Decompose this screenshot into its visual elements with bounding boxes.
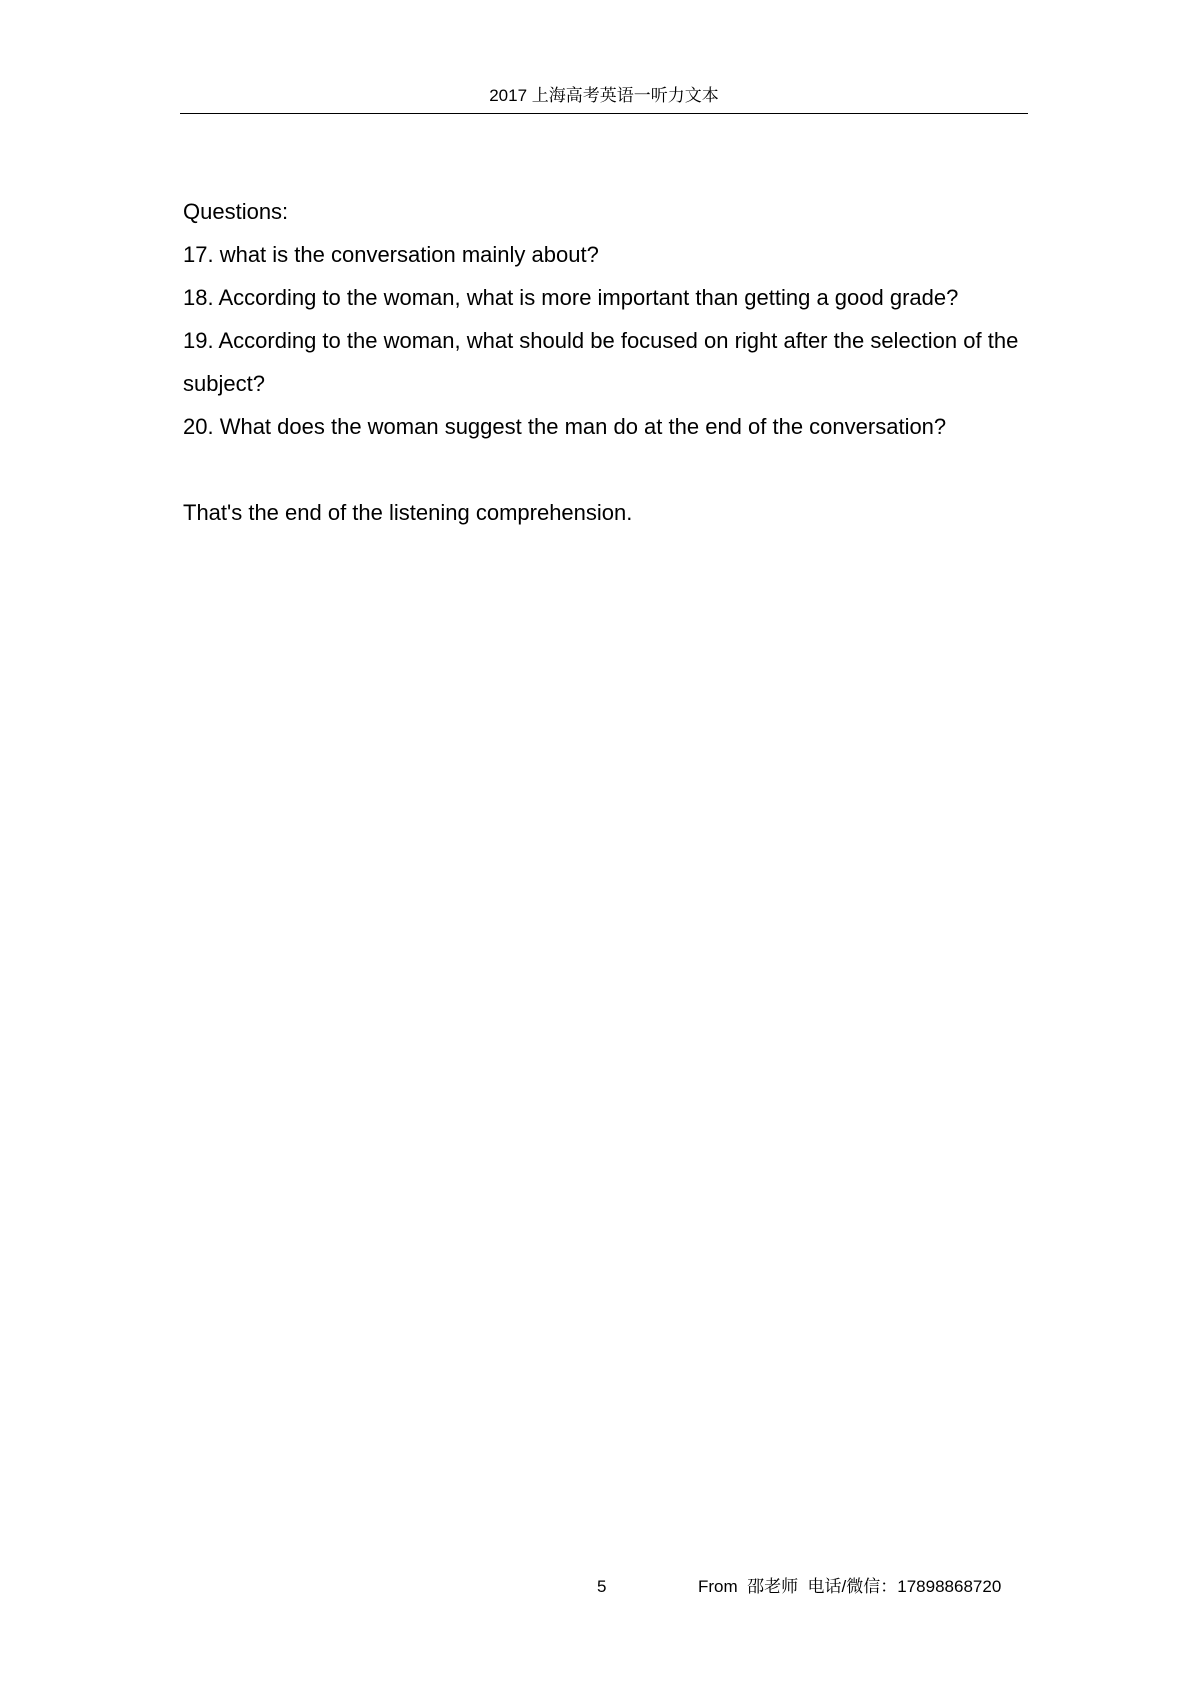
closing-statement: That's the end of the listening comprehension. [183,500,633,525]
page-number: 5 [597,1577,607,1596]
footer-credit: From 邵老师 电话/微信：17898868720 [698,1577,1002,1596]
questions-heading: Questions: [183,199,289,224]
question-17: 17. what is the conversation mainly about? [183,242,599,267]
document-body [183,190,1033,534]
question-20: 20. What does the woman suggest the man do at the end of the conversation? [183,414,947,439]
question-18: 18. According to the woman, what is more important than getting a good grade? [183,285,959,310]
header-divider [180,113,1028,114]
page-header-title: 2017 上海高考英语一听力文本 [489,86,719,105]
question-19: 19. According to the woman, what should be focused on right after the selection of the subject? [183,328,1019,396]
